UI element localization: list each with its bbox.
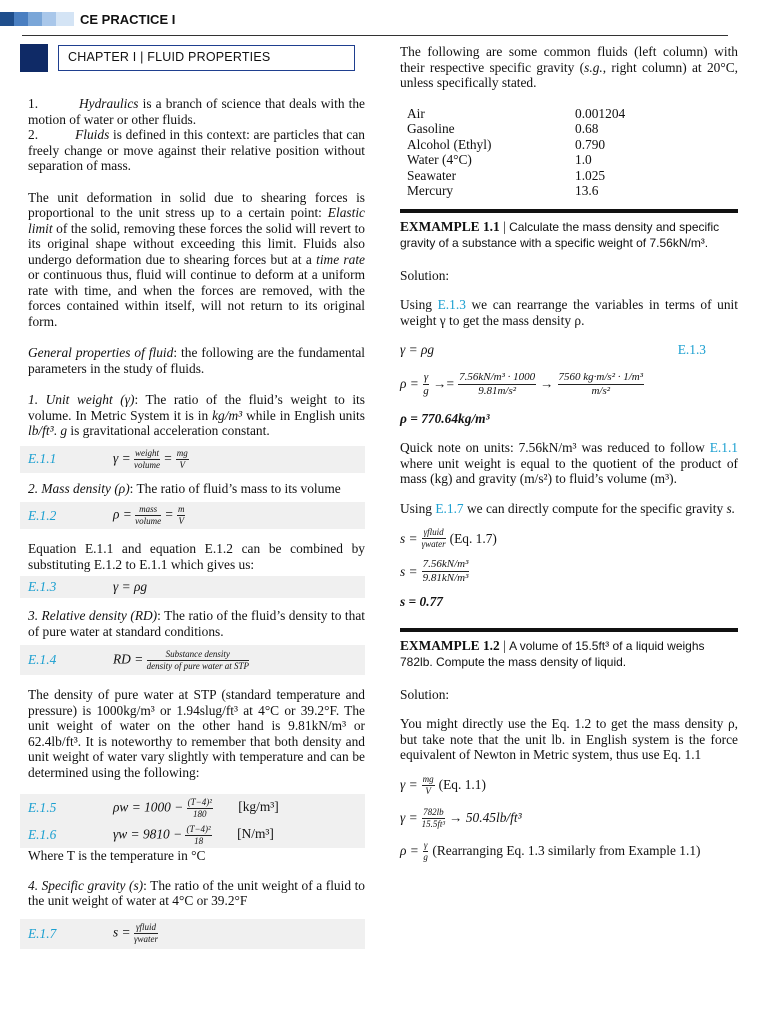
fluid-sg: 13.6: [575, 183, 599, 198]
strip-block: [28, 12, 42, 26]
strip-block: [56, 12, 74, 26]
denominator: γwater: [421, 539, 446, 549]
numerator: mass: [135, 505, 161, 516]
rho-result: ρ = 770.64kg/m³: [400, 410, 490, 426]
s-result: s = 0.77: [400, 594, 443, 609]
denominator: 9.81m/s²: [478, 384, 517, 397]
solution-label: Solution:: [400, 686, 450, 702]
eq-part: →=: [433, 376, 455, 392]
fluids-intro: [400, 44, 738, 91]
equation-body: [113, 449, 365, 470]
list-num: 1.: [28, 96, 39, 111]
text: while in English units: [246, 407, 365, 423]
chapter-square: [20, 44, 48, 72]
paragraph-unit-weight: [28, 392, 365, 439]
equation-label: E.1.2: [28, 507, 57, 523]
denominator: V: [425, 785, 431, 796]
fluid-name: Seawater: [407, 167, 457, 183]
numerator: mg: [422, 773, 434, 784]
numerator: 782lb: [423, 806, 444, 817]
denominator: volume: [135, 516, 162, 526]
text: we can directly compute for the specific gravity: [466, 500, 724, 516]
text: of the solid, removing these forces the solid will revert to its original shape without exceeding this limit. Fluids also undergo deformation due to shearing forces but at a: [28, 220, 365, 267]
numerator: 7.56kN/m³: [422, 558, 469, 570]
symbol: (s): [129, 877, 144, 893]
numerator: m: [177, 504, 185, 514]
numerator: 7560 kg·m/s² · 1/m³: [558, 370, 644, 383]
fluid-sg: 1.0: [575, 152, 592, 167]
equation-label: E.1.3: [28, 579, 57, 595]
paragraph-stp: The density of pure water at STP (standard temperature and pressure) is 1000kg/m³ or 1.94slug/ft³ at 4°C or 39.2°F. The unit weight of water on the other hand is 9.81kN/m³ or 62.4lb/ft³. It is noteworthy to remember that both density and unit weight of water vary slightly with temperature and can be determined using the following:: [28, 687, 365, 780]
solution-label: Solution:: [400, 267, 450, 283]
equation-link[interactable]: E.1.1: [709, 440, 738, 455]
eq-part: =: [164, 506, 174, 522]
symbol: (ρ): [114, 480, 130, 496]
denominator: 15.5ft³: [421, 818, 446, 829]
eq-part: RD =: [113, 651, 144, 667]
unit: [kg/m³]: [238, 799, 279, 815]
using-e13: [400, 297, 738, 328]
denominator: 180: [193, 808, 207, 819]
text: The unit deformation in solid due to shearing forces is proportional to the unit stress up to a certain point:: [28, 189, 365, 220]
term: Elastic limit: [28, 205, 365, 236]
denominator: density of pure water at STP: [146, 660, 250, 671]
header-color-strip: [0, 12, 74, 26]
fluid-sg: 0.790: [575, 136, 606, 152]
header-title: CE PRACTICE I: [80, 12, 176, 27]
equation-link[interactable]: E.1.7: [435, 500, 464, 516]
example-heading: EXMAMPLE 1.1: [400, 218, 500, 234]
strip-block: [14, 12, 28, 26]
eq-rho-derivation: [400, 372, 738, 397]
paragraph-deformation: [28, 190, 365, 330]
example-text: A volume of 15.5ft³ of a liquid weighs 782lb. Compute the mass density of liquid.: [400, 638, 705, 669]
text: Using: [400, 297, 432, 312]
quick-note: [400, 440, 738, 487]
eq-gamma-rho-g: [400, 342, 738, 358]
strip-block: [0, 12, 14, 26]
equation-e1-5: [20, 794, 365, 822]
denominator: g: [423, 384, 429, 397]
list-item-hydraulics: [28, 96, 365, 127]
equation-e1-3: [20, 576, 365, 598]
term: time rate: [316, 251, 365, 267]
symbol: (γ): [120, 392, 135, 407]
eq-gamma-mg-v: [400, 775, 738, 796]
equation-link[interactable]: E.1.3: [677, 342, 706, 357]
eq-part: →: [540, 376, 554, 392]
eq-part: ρ =: [113, 506, 132, 522]
example-1-2: [400, 638, 738, 671]
list-num: 2.: [28, 127, 39, 142]
eq-part: ρ =: [400, 376, 419, 392]
term: General properties of fluid: [28, 345, 174, 360]
example-text: Calculate the mass density and specific gravity of a substance with a specific weight of 7.56kN/m³.: [400, 219, 720, 250]
fluid-name: Alcohol (Ethyl): [407, 136, 492, 152]
eq-part: γ =: [113, 450, 131, 466]
equation-body: [113, 505, 365, 526]
symbol: g: [60, 423, 68, 438]
text: where unit weight is equal to the quotient of the product of mass (kg) and gravity (m/s²) to fluid’s volume (m³).: [400, 455, 738, 486]
denominator: V: [179, 459, 186, 470]
eq-note: (Eq. 1.7): [449, 530, 497, 546]
equation-link[interactable]: E.1.3: [437, 297, 466, 312]
fluid-name: Mercury: [407, 183, 454, 198]
eq-part: ρ =: [400, 843, 419, 859]
example-rule: [400, 209, 738, 213]
equation-e1-6: [20, 822, 365, 848]
heading: 1. Unit weight: [28, 392, 113, 407]
separator: |: [499, 218, 510, 234]
eq-part: γw = 9810 −: [113, 826, 183, 842]
numerator: weight: [135, 447, 160, 458]
text: is a branch of science that deals with the motion of water or other fluids.: [28, 96, 366, 127]
denominator: volume: [134, 459, 161, 470]
eq-part: → 50.45lb/ft³: [449, 810, 522, 826]
text: The following are some common fluids (left column) with their respective specific gravity (: [400, 44, 738, 75]
text: is defined in this context: are particles that can freely change or move against their relative position without separation of mass.: [28, 127, 365, 173]
fluid-name: Water (4°C): [407, 152, 472, 167]
equation-label: E.1.1: [28, 451, 57, 467]
unit: lb/ft³: [28, 423, 54, 438]
equation-e1-4: [20, 645, 365, 675]
symbol: (RD): [130, 608, 158, 623]
eq-rho-gamma-g: [400, 841, 738, 862]
numerator: γ: [423, 839, 428, 850]
eq-part: ρw = 1000 −: [113, 799, 184, 815]
eq-part: γ =: [400, 810, 418, 826]
equation-body: [113, 825, 365, 846]
heading: 3. Relative density: [28, 608, 127, 623]
separator: |: [499, 637, 510, 653]
numerator: Substance density: [147, 650, 249, 661]
fluid-sg: 0.001204: [575, 105, 626, 121]
paragraph-combine: Equation E.1.1 and equation E.1.2 can be combined by substituting E.1.2 to E.1.1 which gives us:: [28, 541, 365, 572]
eq-part: s =: [400, 530, 418, 546]
equation-body: γ = ρg: [113, 579, 148, 595]
numerator: γfluid: [423, 527, 444, 537]
equation-e1-2: [20, 502, 365, 529]
equation-body: [113, 923, 365, 944]
equation-label: E.1.5: [28, 800, 57, 816]
numerator: 7.56kN/m³ · 1000: [459, 370, 536, 383]
equation-label: E.1.4: [28, 652, 57, 668]
unit: [N/m³]: [237, 826, 274, 842]
header-rule: [22, 35, 728, 36]
term: Fluids: [75, 127, 110, 142]
text: .: [53, 423, 57, 438]
paragraph-relative-density: [28, 608, 365, 639]
equation-e1-7: [20, 919, 365, 949]
equation-body: γ = ρg: [400, 342, 435, 357]
fluid-sg: 1.025: [575, 167, 606, 183]
term: Hydraulics: [79, 96, 139, 111]
eq-part: s =: [400, 563, 418, 579]
paragraph-general-properties: [28, 345, 365, 376]
fluid-sg: 0.68: [575, 121, 599, 136]
fluids-table: [407, 106, 738, 199]
heading: 4. Specific gravity: [28, 877, 126, 893]
text: , right column) at 20°C, unless specifically stated.: [400, 59, 738, 90]
where-temperature: Where T is the temperature in °C: [28, 848, 206, 863]
eq-s-def: [400, 528, 738, 549]
right-column: [400, 44, 738, 862]
text: : The ratio of fluid’s mass to its volume: [129, 480, 341, 496]
numerator: γ: [423, 370, 429, 383]
text: or continuous thus, fluid will continue to deform at a uniform rate with time, and when the forces are removed, with the forces contained within itself, will not return to its original form.: [28, 267, 365, 329]
example-heading: EXMAMPLE 1.2: [400, 637, 500, 653]
text: : The ratio of the fluid’s weight to its volume. In Metric System it is in: [28, 392, 365, 423]
unit: kg/m³: [212, 407, 243, 423]
text: : the following are the fundamental parameters in the study of fluids.: [28, 345, 365, 376]
numerator: (T−4)²: [186, 823, 211, 834]
denominator: 9.81kN/m³: [422, 572, 469, 584]
text: Using: [400, 500, 432, 516]
denominator: m/s²: [591, 384, 611, 397]
equation-e1-1: [20, 446, 365, 473]
numerator: (T−4)²: [187, 796, 212, 807]
text: is gravitational acceleration constant.: [70, 423, 270, 438]
using-e17: [400, 501, 738, 517]
text: we can rearrange the variables in terms of unit weight γ to get the mass density ρ.: [400, 297, 738, 328]
eq-part: γ =: [400, 777, 418, 793]
equation-label: E.1.7: [28, 925, 57, 941]
denominator: V: [178, 516, 184, 526]
text: Quick note on units: 7.56kN/m³ was reduced to follow: [400, 440, 705, 455]
chapter-title: CHAPTER I | FLUID PROPERTIES: [58, 45, 355, 71]
left-column: [28, 44, 365, 949]
symbol: s.: [726, 500, 736, 516]
example-1-1: [400, 219, 738, 252]
eq-gamma-values: [400, 808, 738, 829]
example-rule: [400, 628, 738, 632]
text: : The ratio of the fluid’s density to that of pure water at standard conditions.: [28, 608, 365, 639]
numerator: γfluid: [135, 922, 157, 932]
equation-body: [113, 650, 365, 671]
eq-part: =: [163, 450, 173, 466]
heading: 2. Mass density: [28, 480, 111, 496]
paragraph-mass-density: [28, 481, 365, 497]
fluid-name: Air: [407, 105, 425, 121]
term: s.g.: [584, 59, 603, 75]
equation-label: E.1.6: [28, 827, 57, 843]
strip-block: [42, 12, 56, 26]
eq-s-values: [400, 559, 738, 584]
denominator: g: [423, 851, 428, 862]
example-2-explanation: You might directly use the Eq. 1.2 to get the mass density ρ, but take note that the unit lb. in English system is the force equivalent of Newton in Metric system, thus use Eq. 1.1: [400, 716, 738, 762]
chapter-banner: [20, 44, 365, 72]
denominator: 18: [194, 835, 204, 846]
text: : The ratio of the unit weight of a fluid to the unit weight of water at 4°C or 39.2°F: [28, 877, 365, 908]
numerator: mg: [176, 447, 188, 458]
paragraph-specific-gravity: [28, 878, 365, 909]
fluid-name: Gasoline: [407, 121, 455, 136]
equation-body: [113, 798, 365, 819]
eq-note: (Eq. 1.1): [438, 777, 486, 793]
eq-note: (Rearranging Eq. 1.3 similarly from Example 1.1): [432, 843, 701, 859]
list-item-fluids: [28, 127, 365, 174]
eq-part: s =: [113, 924, 131, 940]
denominator: γwater: [133, 934, 159, 944]
